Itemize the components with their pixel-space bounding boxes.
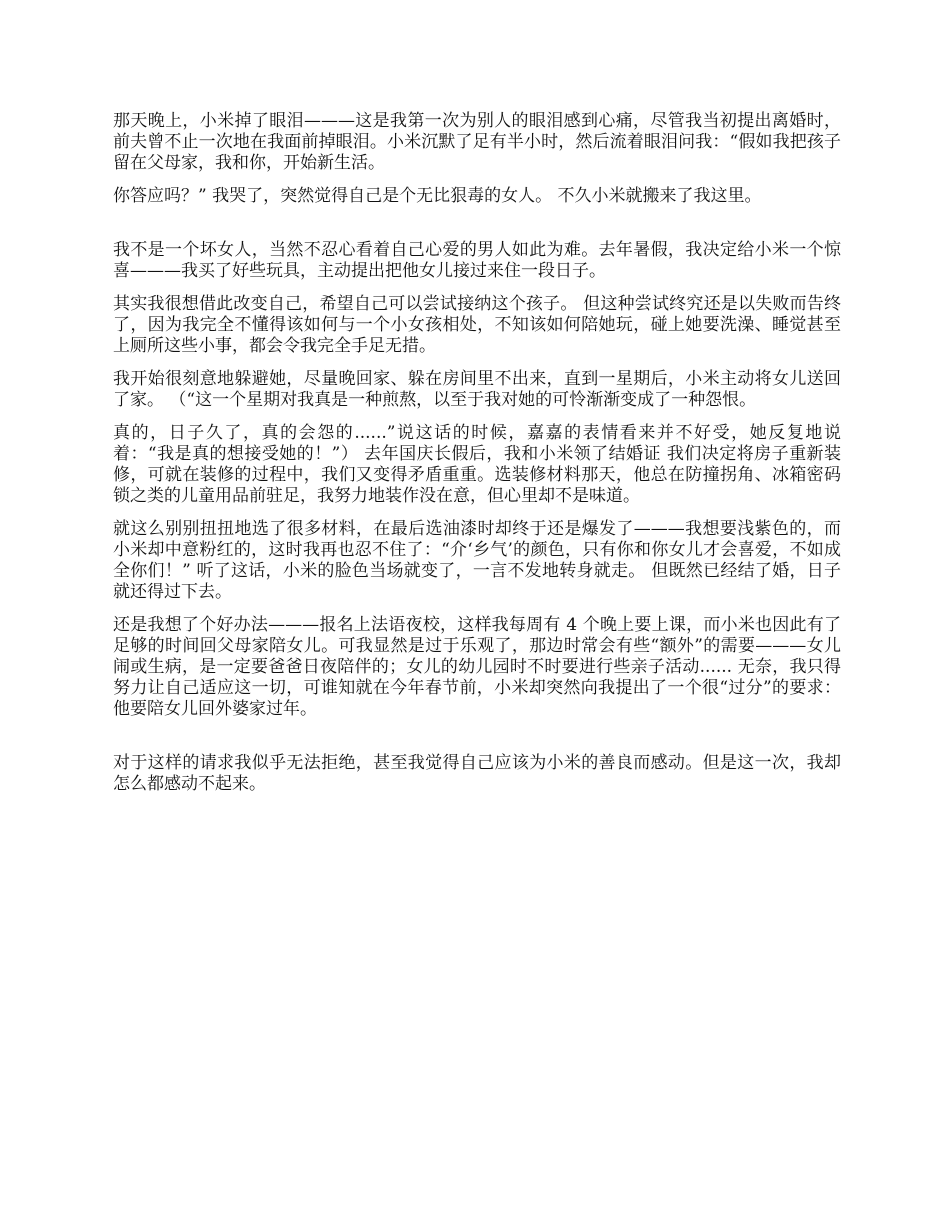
paragraph-2: 你答应吗？” 我哭了，突然觉得自己是个无比狠毒的女人。 不久小米就搬来了我这里。 bbox=[113, 186, 762, 206]
paragraph-gap bbox=[113, 732, 841, 753]
paragraph-4: 其实我很想借此改变自己，希望自己可以尝试接纳这个孩子。 但这种尝试终究还是以失败而告终了，因为我完全不懂得该如何与一个小女孩相处，不知该如何陪她玩，碰上她要洗澡、睡觉甚至上厕所这些小事，都会令我完全手足无措。 bbox=[113, 294, 841, 356]
paragraph-9: 对于这样的请求我似乎无法拒绝，甚至我觉得自己应该为小米的善良而感动。但是这一次，我却怎么都感动不起来。 bbox=[113, 753, 841, 794]
paragraph-7: 就这么别别扭扭地选了很多材料，在最后选油漆时却终于还是爆发了———我想要浅紫色的，而小米却中意粉红的，这时我再也忍不住了：“介‘乡气’的颜色，只有你和你女儿才会喜爱，不如成全你们！” 听了这话，小米的脸色当场就变了，一言不发地转身就走。 但既然已经结了婚，日子就还得过下去。 bbox=[113, 519, 841, 602]
paragraph-gap bbox=[113, 219, 841, 240]
article-body bbox=[113, 111, 841, 807]
paragraph-8: 还是我想了个好办法———报名上法语夜校，这样我每周有 4 个晚上要上课，而小米也因此有了足够的时间回父母家陪女儿。可我显然是过于乐观了，那边时常会有些“额外”的需要———女儿闹或生病，是一定要爸爸日夜陪伴的；女儿的幼儿园时不时要进行些亲子活动...... 无奈，我只得努力让自己适应这一切，可谁知就在今年春节前，小米却突然向我提出了一个很“过分”的要求：他要陪女儿回外婆家过年。 bbox=[113, 615, 841, 719]
paragraph-3: 我不是一个坏女人，当然不忍心看着自己心爱的男人如此为难。去年暑假，我决定给小米一个惊喜———我买了好些玩具，主动提出把他女儿接过来住一段日子。 bbox=[113, 240, 841, 281]
paragraph-5: 我开始很刻意地躲避她，尽量晚回家、躲在房间里不出来，直到一星期后，小米主动将女儿送回了家。 （“这一个星期对我真是一种煎熬，以至于我对她的可怜渐渐变成了一种怨恨。 bbox=[113, 369, 841, 410]
paragraph-1: 那天晚上，小米掉了眼泪———这是我第一次为别人的眼泪感到心痛，尽管我当初提出离婚时，前夫曾不止一次地在我面前掉眼泪。小米沉默了足有半小时，然后流着眼泪问我：“假如我把孩子留在父母家，我和你，开始新生活。 bbox=[113, 111, 841, 173]
paragraph-6: 真的，日子久了，真的会怨的......”说这话的时候，嘉嘉的表情看来并不好受，她反复地说着：“我是真的想接受她的！”） 去年国庆长假后，我和小米领了结婚证 我们决定将房子重新装修，可就在装修的过程中，我们又变得矛盾重重。选装修材料那天，他总在防撞拐角、冰箱密码锁之类的儿童用品前驻足，我努力地装作没在意，但心里却不是味道。 bbox=[113, 423, 841, 506]
